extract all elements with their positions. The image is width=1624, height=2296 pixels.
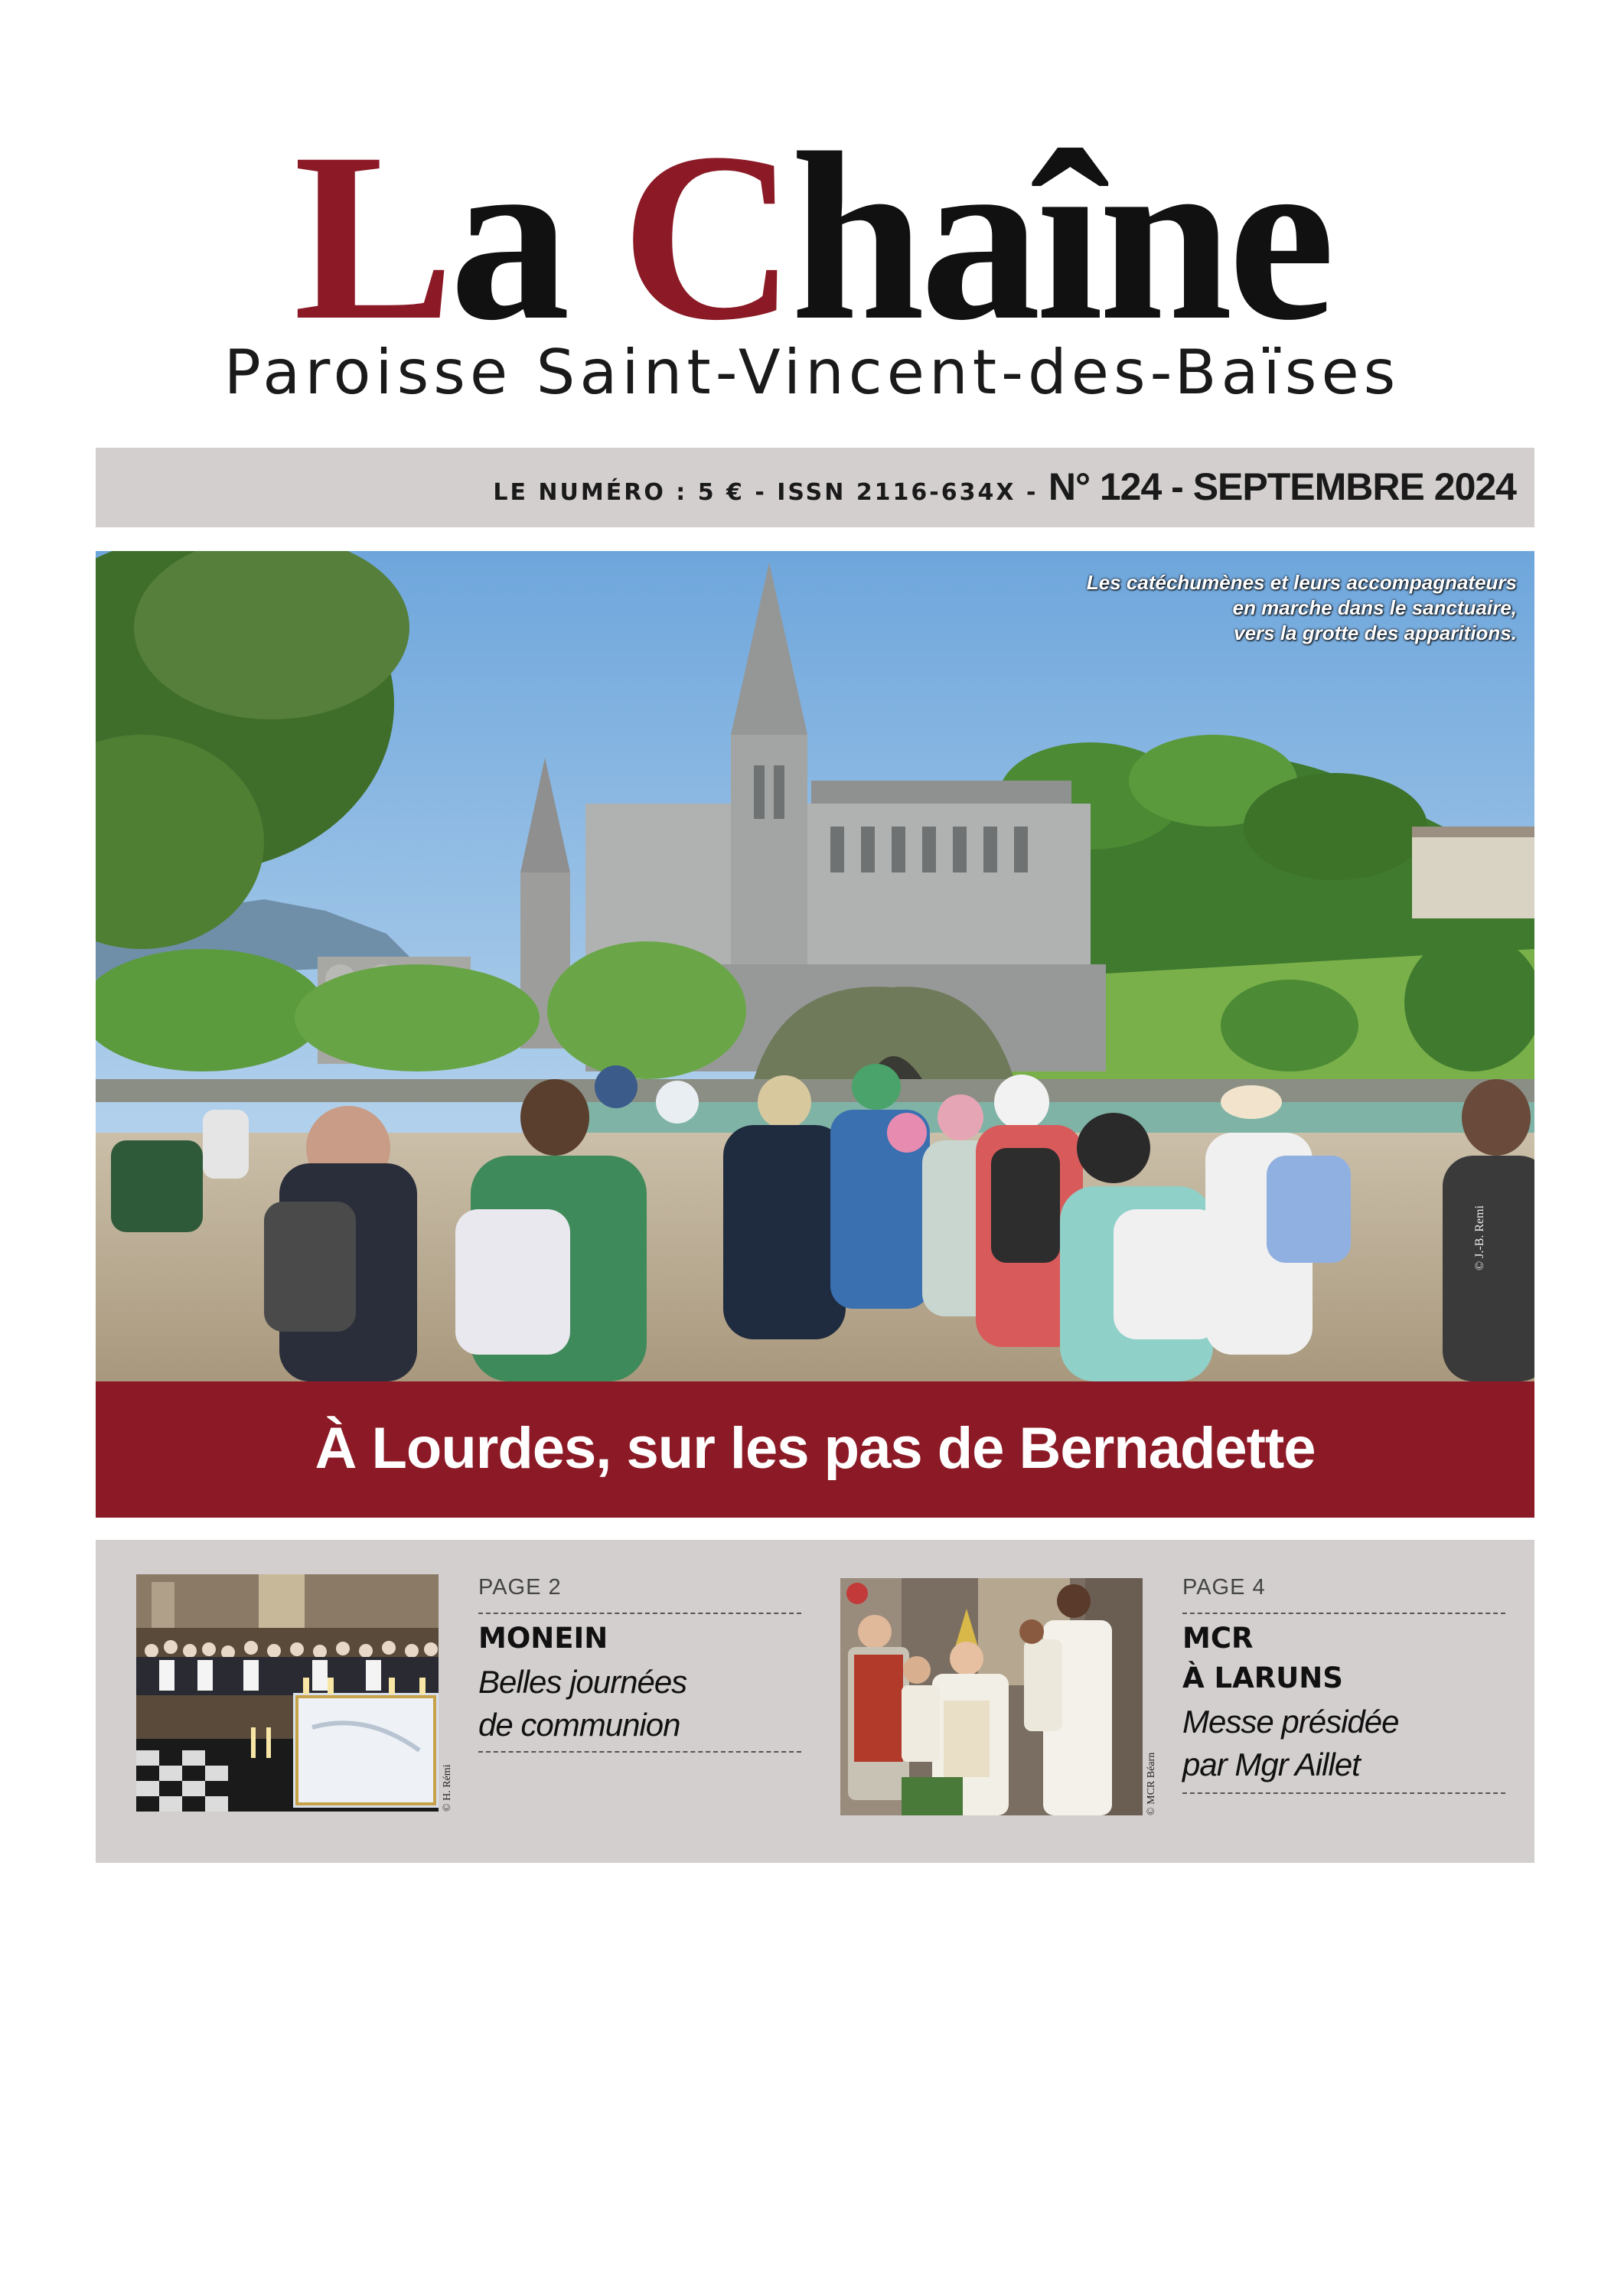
teaser-2-kicker-line-2[interactable]: À LARUNS [1182,1662,1343,1694]
teaser-2-photo-illustration [840,1578,1143,1815]
cover-photo-credit: © J.-B. Remi [1473,1205,1486,1270]
price-issn: LE NUMÉRO : 5 € - ISSN 2116-634X - [493,479,1048,506]
teaser-2-divider-bottom [1182,1792,1505,1794]
teaser-1-divider-bottom [478,1751,801,1753]
teaser-2-desc-line-2: par Mgr Aillet [1182,1746,1360,1782]
issue-info-bar [96,448,1534,527]
teaser-2-divider-top [1182,1613,1505,1614]
title-part-haine: haîne [791,103,1331,370]
headline-banner [96,1381,1534,1518]
teaser-1-divider-top [478,1613,801,1614]
title-letter-l: L [293,103,450,370]
teaser-1-page: PAGE 2 [478,1575,562,1600]
photo-caption [905,570,1517,646]
cover-photo-illustration [96,551,1534,1381]
title-part-a: a [449,103,621,370]
title-letter-c: C [621,103,791,370]
teaser-1-desc-line-2: de communion [478,1707,680,1743]
caption-line-3: vers la grotte des apparitions. [1234,621,1517,644]
teaser-1-kicker[interactable]: MONEIN [478,1622,608,1655]
teaser-2-kicker-line-1[interactable]: MCR [1182,1622,1254,1655]
masthead-subtitle: Paroisse Saint-Vincent-des-Baïses [223,337,1401,408]
teaser-1-photo-illustration [136,1574,439,1812]
main-headline[interactable]: À Lourdes, sur les pas de Bernadette [315,1416,1316,1481]
issue-info [493,465,1516,509]
teaser-panel [96,1540,1534,1863]
teaser-2-page: PAGE 4 [1182,1575,1266,1600]
issue-number-date: N° 124 - SEPTEMBRE 2024 [1048,465,1516,508]
caption-line-2: en marche dans le sanctuaire, [1232,596,1517,619]
teaser-1-desc-line-1: Belles journées [478,1664,687,1700]
masthead-title [0,103,1624,370]
teaser-1-photo-credit: © H. Rémi [442,1764,453,1812]
cover-photo [96,551,1534,1381]
teaser-2-photo[interactable] [840,1578,1143,1815]
teaser-2-desc-line-1: Messe présidée [1182,1704,1399,1740]
caption-line-1: Les catéchumènes et leurs accompagnateurs [1086,571,1517,594]
teaser-2-photo-credit: © MCR Béarn [1146,1752,1157,1815]
teaser-1-photo[interactable] [136,1574,439,1812]
